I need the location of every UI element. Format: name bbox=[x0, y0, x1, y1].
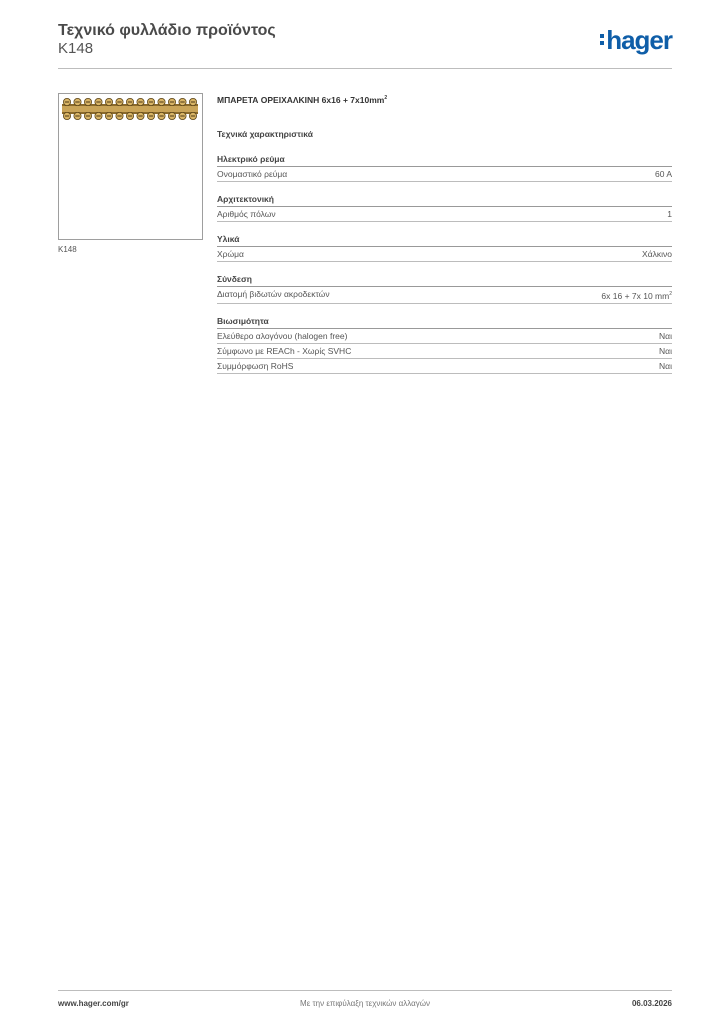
spec-row bbox=[217, 207, 672, 222]
spec-value bbox=[667, 209, 672, 219]
product-image-frame bbox=[58, 93, 203, 240]
spec-value-text: Ναι bbox=[659, 360, 672, 371]
spec-value bbox=[642, 249, 672, 259]
spec-group bbox=[217, 154, 672, 182]
spec-group-title: Βιωσιμότητα bbox=[217, 316, 672, 329]
footer-disclaimer: Με την επιφύλαξη τεχνικών αλλαγών bbox=[300, 999, 430, 1008]
spec-value-text: Χάλκινο bbox=[642, 249, 672, 259]
spec-row bbox=[217, 359, 672, 374]
footer-date: 06.03.2026 bbox=[631, 999, 672, 1008]
spec-label: Αριθμός πόλων bbox=[217, 209, 276, 219]
spec-groups bbox=[217, 154, 672, 374]
spec-row bbox=[217, 329, 672, 344]
spec-value bbox=[659, 331, 672, 341]
hager-logo bbox=[600, 25, 672, 55]
spec-label: Διατομή βιδωτών ακροδεκτών bbox=[217, 289, 330, 299]
spec-group-title: Ηλεκτρικό ρεύμα bbox=[217, 154, 672, 167]
page-footer bbox=[58, 990, 672, 1013]
logo-text: hager bbox=[606, 25, 672, 55]
spec-content bbox=[217, 95, 672, 386]
product-name-sup: 2 bbox=[384, 95, 388, 102]
product-code: K148 bbox=[58, 40, 94, 57]
spec-value-text: Ναι bbox=[659, 330, 672, 341]
spec-label: Ελεύθερο αλογόνου (halogen free) bbox=[217, 330, 348, 341]
spec-group-title: Υλικά bbox=[217, 234, 672, 247]
product-name-text: ΜΠΑΡΕΤΑ ΟΡΕΙΧΑΛΚΙΝΗ 6x16 + 7x10mm bbox=[217, 95, 385, 105]
spec-row bbox=[217, 344, 672, 359]
page-title: Τεχνικό φυλλάδιο προϊόντος bbox=[58, 22, 276, 39]
spec-value bbox=[601, 289, 672, 301]
spec-row bbox=[217, 287, 672, 304]
footer-website[interactable]: www.hager.com/gr bbox=[58, 999, 129, 1008]
section-title: Τεχνικά χαρακτηριστικά bbox=[217, 129, 313, 139]
spec-value-text: 6x 16 + 7x 10 mm bbox=[601, 290, 670, 301]
page-header bbox=[58, 20, 672, 69]
spec-label: Ονομαστικό ρεύμα bbox=[217, 169, 288, 179]
spec-group-title: Αρχιτεκτονική bbox=[217, 194, 672, 207]
busbar-image bbox=[62, 98, 198, 120]
logo-dots-icon bbox=[600, 34, 604, 48]
spec-value bbox=[659, 346, 672, 356]
spec-value bbox=[655, 169, 672, 179]
product-name bbox=[217, 95, 672, 105]
spec-group bbox=[217, 234, 672, 262]
spec-value-text: Ναι bbox=[659, 345, 672, 356]
spec-group bbox=[217, 316, 672, 374]
spec-label: Σύμφωνο με REACh - Χωρίς SVHC bbox=[217, 345, 352, 356]
spec-value bbox=[659, 361, 672, 371]
spec-value-text: 1 bbox=[667, 209, 672, 219]
spec-group bbox=[217, 274, 672, 304]
image-caption: K148 bbox=[58, 245, 77, 254]
spec-row bbox=[217, 247, 672, 262]
spec-value-sup: 2 bbox=[669, 291, 672, 297]
spec-group-title: Σύνδεση bbox=[217, 274, 672, 287]
spec-label: Χρώμα bbox=[217, 249, 244, 259]
spec-value-text: 60 A bbox=[654, 169, 672, 179]
spec-group bbox=[217, 194, 672, 222]
spec-row bbox=[217, 167, 672, 182]
spec-label: Συμμόρφωση RoHS bbox=[217, 360, 294, 371]
